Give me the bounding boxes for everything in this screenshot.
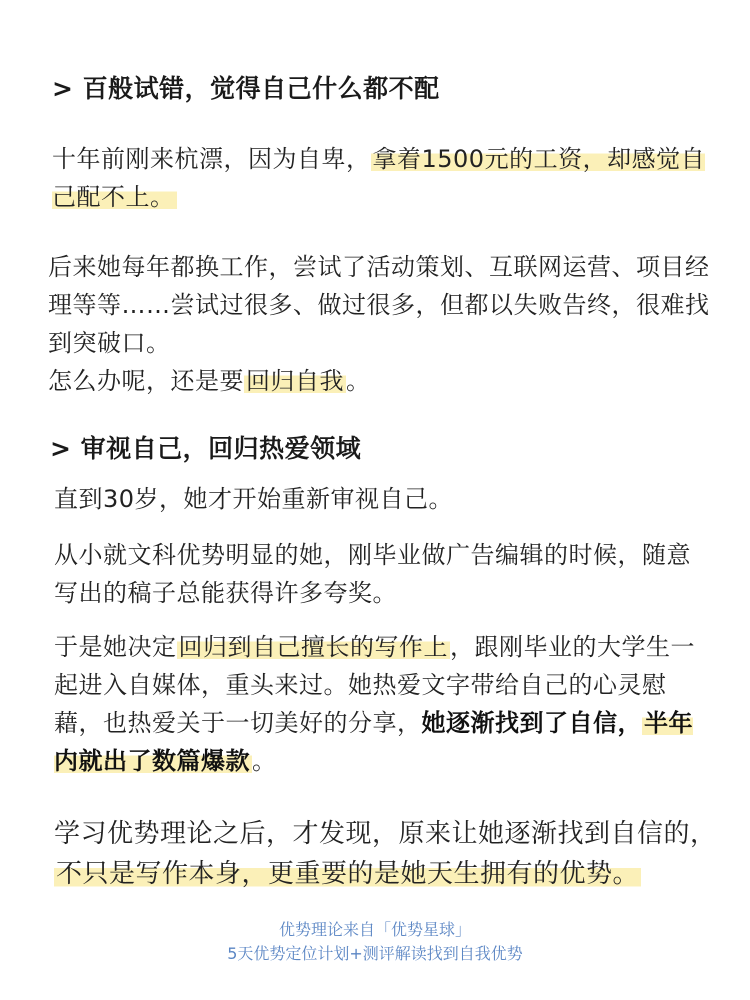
section-heading-return-to-passion: > 审视自己，回归热爱领域 [50, 434, 362, 463]
paragraph-line: 理等等……尝试过很多、做过很多，但都以失败告终，很难找 [48, 291, 710, 319]
paragraph-line: 写出的稿子总能获得许多夸奖。 [54, 579, 397, 607]
paragraph-line: 后来她每年都换工作，尝试了活动策划、互联网运营、项目经 [48, 253, 710, 281]
paragraph-hangzhou-start [52, 140, 712, 216]
paragraph-self-media [54, 628, 704, 780]
paragraph-line: 到突破口。 [48, 329, 171, 357]
paragraph-text: ，跟刚毕业的大学生一起进入自媒体，重头来过。她热爱文字带给自己的心灵慰藉，也热爱关于一切美好的分享， [54, 633, 695, 737]
highlighted-text: 拿着1500元的工资，却感觉自己配不上。 [52, 145, 706, 211]
paragraph-text: 怎么办呢，还是要 [48, 367, 244, 395]
paragraph-text: 。 [252, 747, 277, 775]
paragraph-line: 从小就文科优势明显的她，刚毕业做广告编辑的时候，随意 [54, 541, 691, 569]
paragraph-age-thirty: 直到30岁，她才开始重新审视自己。 [54, 485, 454, 513]
paragraph-text: 十年前刚来杭漂，因为自卑， [52, 145, 371, 173]
section-heading-trial-and-error: > 百般试错，觉得自己什么都不配 [52, 74, 440, 103]
highlighted-text: 回归自我 [246, 367, 344, 395]
paragraph-text: 。 [346, 367, 371, 395]
paragraph-line [54, 854, 734, 894]
footer-attribution [0, 918, 750, 966]
paragraph-text: 于是她决定 [54, 633, 177, 661]
paragraph-writing-talent [54, 536, 714, 612]
paragraph-line: 学习优势理论之后，才发现，原来让她逐渐找到自信的， [54, 819, 717, 849]
bold-text: 她逐渐找到了自信， [421, 709, 642, 737]
footer-source-line: 优势理论来自「优势星球」 [278, 920, 471, 939]
paragraph-line [48, 362, 728, 400]
highlighted-text: 不只是写作本身，更重要的是她天生拥有的优势。 [56, 859, 640, 889]
footer-plan-line: 5天优势定位计划+测评解读找到自我优势 [227, 944, 523, 963]
paragraph-strength-theory [54, 814, 734, 894]
bold-highlighted-text: 半年内就出了数篇爆款 [54, 709, 693, 775]
highlighted-text: 回归到自己擅长的写作上 [178, 633, 448, 661]
paragraph-job-changes [48, 248, 728, 400]
